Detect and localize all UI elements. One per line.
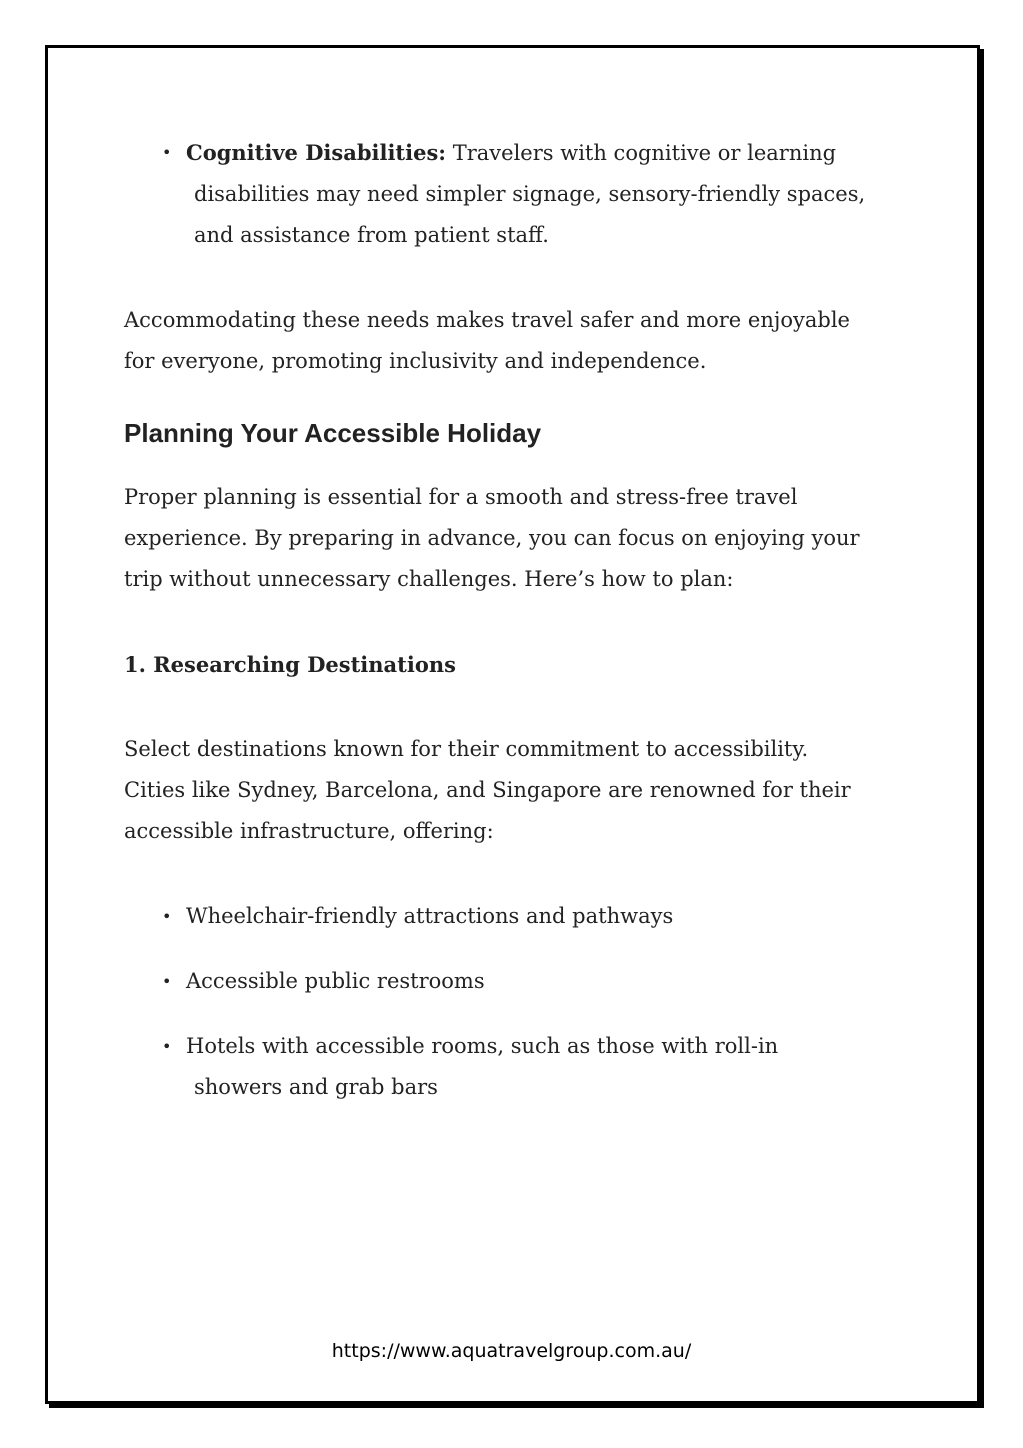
bullet-icon: • — [162, 1037, 172, 1056]
list-item — [124, 896, 914, 937]
text-line: accessible infrastructure, offering: — [124, 819, 494, 843]
offering-list — [124, 896, 914, 1108]
text-line: and assistance from patient staff. — [194, 223, 549, 247]
bullet-icon: • — [162, 972, 172, 991]
text-line: Accessible public restrooms — [186, 969, 485, 993]
bullet-icon: • — [162, 907, 172, 926]
text-line: showers and grab bars — [194, 1075, 438, 1099]
section-heading-planning: Planning Your Accessible Holiday — [124, 418, 542, 448]
text-line: disabilities may need simpler signage, sensory-friendly spaces, — [194, 182, 866, 206]
paragraph-planning — [124, 477, 914, 600]
text-line: Accommodating these needs makes travel safer and more enjoyable — [124, 308, 850, 332]
text-line: Hotels with accessible rooms, such as those with roll-in — [186, 1034, 779, 1058]
text-line: for everyone, promoting inclusivity and independence. — [124, 349, 707, 373]
text-line: Proper planning is essential for a smooth and stress-free travel — [124, 485, 798, 509]
list-item — [124, 1026, 914, 1108]
document-content — [124, 132, 914, 1108]
text-line: experience. By preparing in advance, you can focus on enjoying your — [124, 526, 860, 550]
bullet-icon: • — [162, 143, 172, 162]
text-line: trip without unnecessary challenges. Here’s how to plan: — [124, 567, 734, 591]
paragraph-select — [124, 729, 914, 852]
footer-url: https://www.aquatravelgroup.com.au/ — [331, 1340, 692, 1362]
text-line: Select destinations known for their commitment to accessibility. — [124, 737, 809, 761]
text-line: Travelers with cognitive or learning — [446, 141, 837, 165]
disability-list — [124, 132, 914, 256]
paragraph-accommodating — [124, 300, 914, 382]
list-item-cognitive — [124, 132, 914, 256]
text-line: Cities like Sydney, Barcelona, and Singapore are renowned for their — [124, 778, 851, 802]
list-item — [124, 961, 914, 1002]
text-line: Wheelchair-friendly attractions and pathways — [186, 904, 674, 928]
term-cognitive: Cognitive Disabilities: — [186, 140, 447, 165]
sub-heading-researching: 1. Researching Destinations — [124, 652, 456, 677]
